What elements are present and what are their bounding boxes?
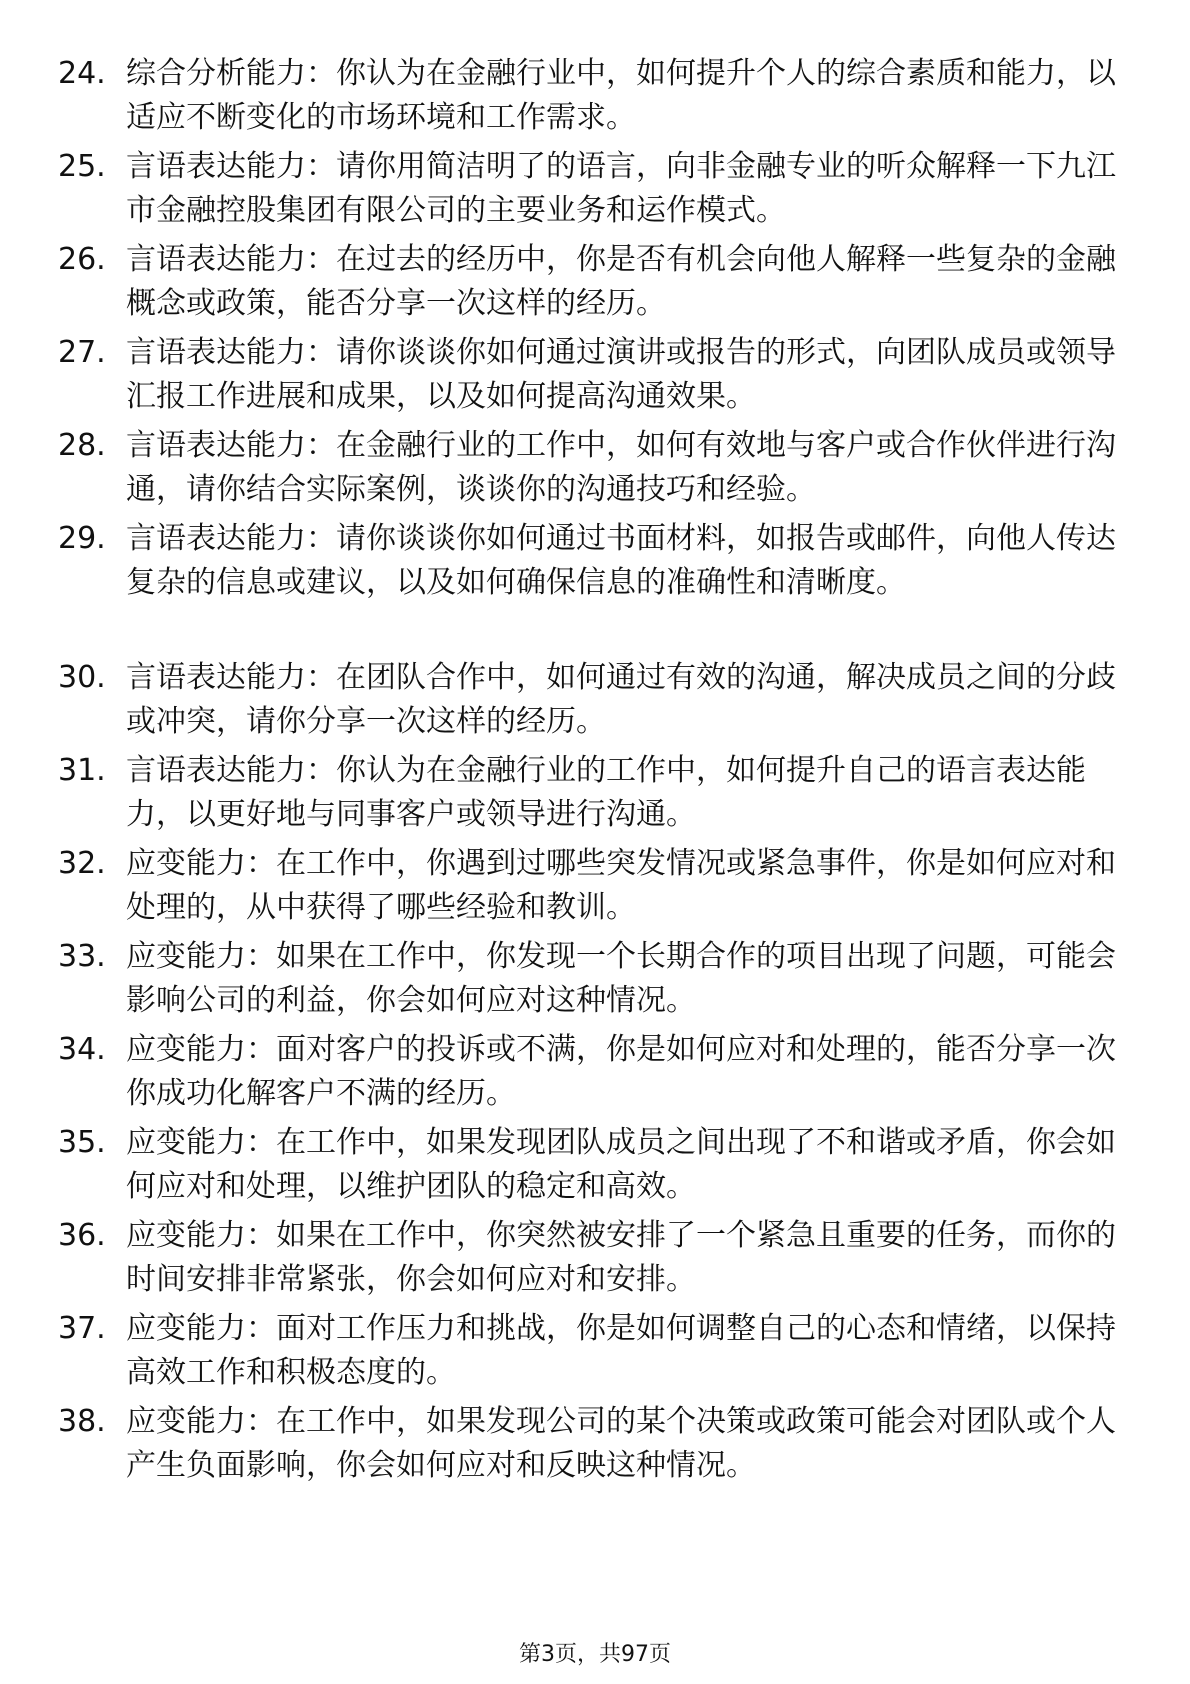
question-number: 31. bbox=[58, 753, 106, 788]
question-number: 27. bbox=[58, 335, 106, 370]
question-text: 应变能力：面对客户的投诉或不满，你是如何应对和处理的，能否分享一次你成功化解客户不满的经历。 bbox=[126, 1032, 1116, 1111]
question-text: 应变能力：在工作中，如果发现团队成员之间出现了不和谐或矛盾，你会如何应对和处理，以维护团队的稳定和高效。 bbox=[126, 1125, 1116, 1204]
question-number: 28. bbox=[58, 428, 106, 463]
question-text: 言语表达能力：在过去的经历中，你是否有机会向他人解释一些复杂的金融概念或政策，能否分享一次这样的经历。 bbox=[126, 242, 1116, 321]
question-text: 应变能力：如果在工作中，你发现一个长期合作的项目出现了问题，可能会影响公司的利益，你会如何应对这种情况。 bbox=[126, 939, 1116, 1018]
question-text: 言语表达能力：请你用简洁明了的语言，向非金融专业的听众解释一下九江市金融控股集团有限公司的主要业务和运作模式。 bbox=[126, 149, 1116, 228]
question-number: 37. bbox=[58, 1311, 106, 1346]
question-text: 言语表达能力：在团队合作中，如何通过有效的沟通，解决成员之间的分歧或冲突，请你分享一次这样的经历。 bbox=[126, 660, 1116, 739]
question-text: 应变能力：在工作中，如果发现公司的某个决策或政策可能会对团队或个人产生负面影响，你会如何应对和反映这种情况。 bbox=[126, 1404, 1116, 1483]
question-number: 26. bbox=[58, 242, 106, 277]
question-text: 言语表达能力：你认为在金融行业的工作中，如何提升自己的语言表达能力，以更好地与同事客户或领导进行沟通。 bbox=[126, 753, 1086, 832]
question-text: 言语表达能力：请你谈谈你如何通过演讲或报告的形式，向团队成员或领导汇报工作进展和成果，以及如何提高沟通效果。 bbox=[126, 335, 1116, 414]
question-text: 综合分析能力：你认为在金融行业中，如何提升个人的综合素质和能力，以适应不断变化的市场环境和工作需求。 bbox=[126, 56, 1116, 135]
question-text: 言语表达能力：请你谈谈你如何通过书面材料，如报告或邮件，向他人传达复杂的信息或建议，以及如何确保信息的准确性和清晰度。 bbox=[126, 521, 1116, 600]
question-number: 29. bbox=[58, 521, 106, 556]
question-number: 35. bbox=[58, 1125, 106, 1160]
question-number: 25. bbox=[58, 149, 106, 184]
question-text: 应变能力：面对工作压力和挑战，你是如何调整自己的心态和情绪，以保持高效工作和积极态度的。 bbox=[126, 1311, 1116, 1390]
question-number: 24. bbox=[58, 56, 106, 91]
question-number: 30. bbox=[58, 660, 106, 695]
question-number: 34. bbox=[58, 1032, 106, 1067]
page-footer: 第3页，共97页 bbox=[519, 1642, 671, 1667]
question-text: 应变能力：如果在工作中，你突然被安排了一个紧急且重要的任务，而你的时间安排非常紧张，你会如何应对和安排。 bbox=[126, 1218, 1116, 1297]
question-text: 应变能力：在工作中，你遇到过哪些突发情况或紧急事件，你是如何应对和处理的，从中获得了哪些经验和教训。 bbox=[126, 846, 1116, 925]
question-number: 32. bbox=[58, 846, 106, 881]
question-text: 言语表达能力：在金融行业的工作中，如何有效地与客户或合作伙伴进行沟通，请你结合实际案例，谈谈你的沟通技巧和经验。 bbox=[126, 428, 1116, 507]
question-number: 33. bbox=[58, 939, 106, 974]
question-number: 36. bbox=[58, 1218, 106, 1253]
question-number: 38. bbox=[58, 1404, 106, 1439]
